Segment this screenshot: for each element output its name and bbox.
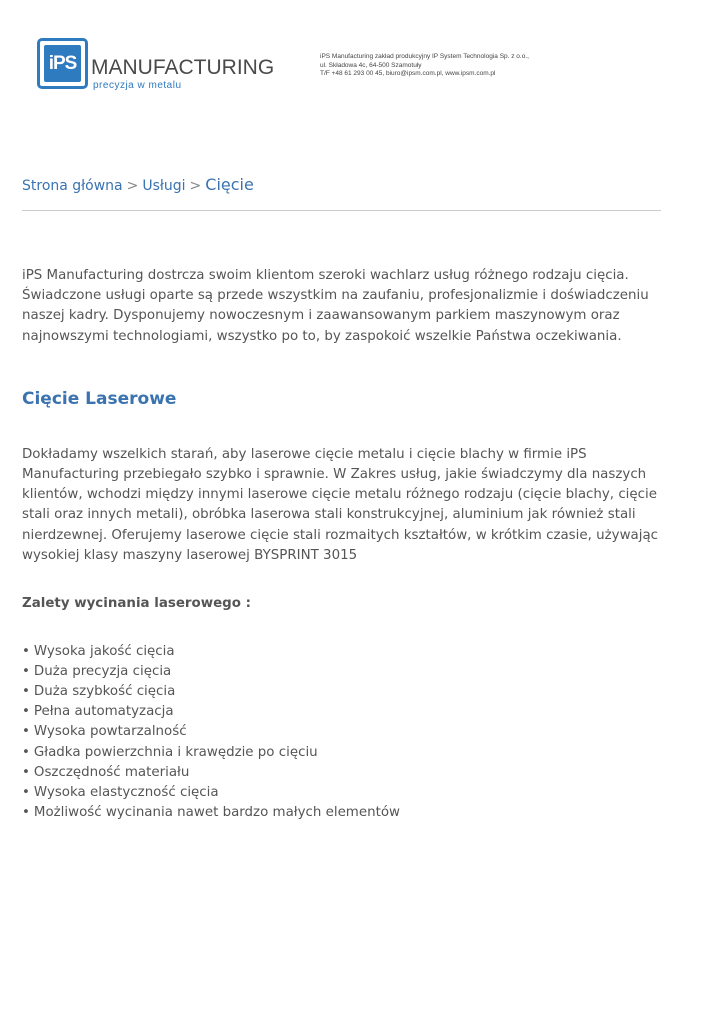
company-info-line: T/F +48 61 293 00 45, biuro@ipsm.com.pl, www.ipsm.com.pl: [320, 70, 496, 77]
logo-name: MANUFACTURING: [91, 56, 275, 79]
section-title: Cięcie Laserowe: [22, 388, 177, 409]
list-item: • Wysoka powtarzalność: [22, 722, 662, 742]
company-info: [320, 53, 529, 79]
list-item: • Gładka powierzchnia i krawędzie po cięciu: [22, 743, 662, 763]
breadcrumb-services-link[interactable]: Usługi: [142, 178, 186, 194]
intro-paragraph: iPS Manufacturing dostrcza swoim klientom szeroki wachlarz usług różnego rodzaju cięcia. Świadczone usługi oparte są przede wszystkim na zaufaniu, profesjonalizmie i doświadczeniu naszej kadry. Dysponujemy nowoczesnym i zaawansowanym parkiem maszynowym oraz najnowszymi technologiami, wszystko po to, by zaspokoić wszelkie Państwa oczekiwania.: [22, 268, 649, 344]
logo-tagline: precyzja w metalu: [93, 80, 182, 91]
breadcrumb-current: Cięcie: [205, 175, 254, 194]
company-logo[interactable]: [37, 38, 277, 92]
company-info-line: ul. Składowa 4c, 64-500 Szamotuły: [320, 61, 422, 69]
breadcrumb-separator: >: [126, 178, 139, 194]
breadcrumb-separator: >: [189, 178, 202, 194]
breadcrumb: [22, 175, 254, 194]
advantages-list: [22, 642, 662, 823]
main-content: [22, 266, 662, 823]
list-item: • Wysoka elastyczność cięcia: [22, 783, 662, 803]
list-item: • Oszczędność materiału: [22, 763, 662, 783]
logo-badge-text: iPS: [44, 45, 81, 82]
breadcrumb-home-link[interactable]: Strona główna: [22, 178, 123, 194]
advantages-heading: Zalety wycinania laserowego :: [22, 596, 251, 612]
list-item: • Możliwość wycinania nawet bardzo małych elementów: [22, 803, 662, 823]
list-item: • Wysoka jakość cięcia: [22, 642, 662, 662]
list-item: • Duża precyzja cięcia: [22, 662, 662, 682]
logo-badge: [37, 38, 88, 89]
list-item: • Duża szybkość cięcia: [22, 682, 662, 702]
page-header: [0, 0, 725, 110]
laser-description: Dokładamy wszelkich starań, aby laserowe cięcie metalu i cięcie blachy w firmie iPS Manufacturing przebiegało szybko i sprawnie. W Zakres usług, jakie świadczymy dla naszych klientów, wchodzi między innymi laserowe cięcie metalu różnego rodzaju (cięcie blachy, cięcie stali oraz innych metali), obróbka laserowa stali konstrukcyjnej, aluminium jak również stali nierdzewnej. Oferujemy laserowe cięcie stali rozmaitych kształtów, w krótkim czasie, używając wysokiej klasy maszyny laserowej BYSPRINT 3015: [22, 446, 659, 563]
company-info-line: iPS Manufacturing zakład produkcyjny IP System Technologia Sp. z o.o.,: [320, 53, 529, 60]
list-item: • Pełna automatyzacja: [22, 702, 662, 722]
breadcrumb-divider: [22, 210, 661, 211]
